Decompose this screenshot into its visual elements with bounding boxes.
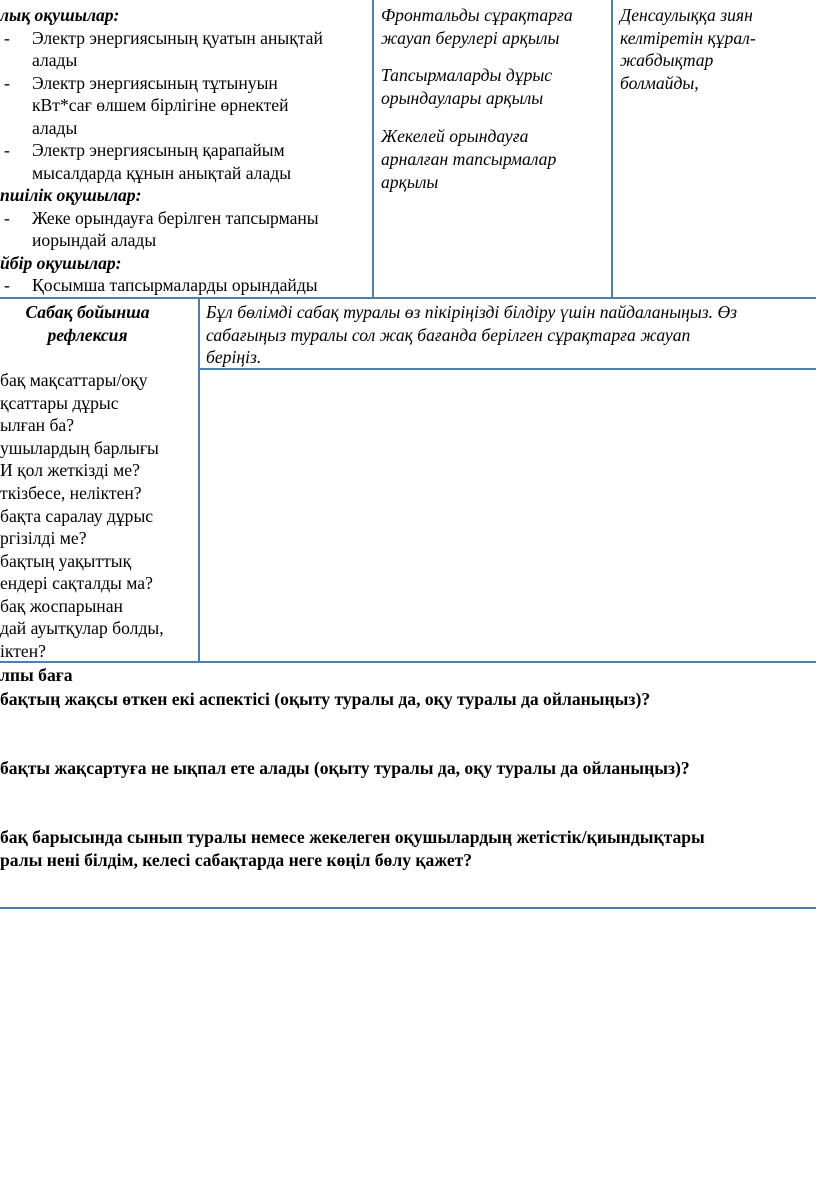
list-item-line: Электр энергиясының қарапайым <box>32 140 285 160</box>
table-line-reflection-bottom <box>0 661 816 663</box>
assessment-line: орындаулары арқылы <box>381 88 544 108</box>
reflection-instruction-line: Бұл бөлімді сабақ туралы өз пікіріңізді білдіру үшін пайдаланыңыз. Өз <box>206 302 738 322</box>
list-item-line: мысалдарда құнын анықтай алады <box>32 163 292 183</box>
list-item-line: иорындай алады <box>32 230 157 250</box>
table-line-summary-bottom <box>0 907 816 909</box>
reflection-question-line: ргізілді ме? <box>0 528 87 548</box>
table-line-col-assessment-right <box>611 0 613 297</box>
list-item-line: алады <box>32 50 78 70</box>
list-item-line: Электр энергиясының тұтынуын <box>32 73 278 93</box>
assessment-line: Тапсырмаларды дұрыс <box>381 65 553 85</box>
assessment-line: арналған тапсырмалар <box>381 149 557 169</box>
group-some-heading: йбір оқушылар: <box>0 253 122 273</box>
group-all-heading: лық оқушылар: <box>0 5 120 25</box>
list-dash: - <box>4 275 10 295</box>
list-item-line: алады <box>32 118 78 138</box>
health-line: болмайды, <box>620 73 699 93</box>
reflection-answer-area[interactable] <box>200 370 816 661</box>
table-line-top-row-bottom <box>0 297 816 299</box>
health-line: келтіретін құрал- <box>620 28 756 48</box>
assessment-line: арқылы <box>381 172 439 192</box>
reflection-question-line: дай ауытқулар болды, <box>0 618 164 638</box>
summary-question-3: бақ барысында сынып туралы немесе жекелеген оқушылардың жетістік/қиындықтары <box>0 827 705 847</box>
reflection-question-line: ылған ба? <box>0 415 75 435</box>
reflection-question-line: ушылардың барлығы <box>0 438 159 458</box>
reflection-question-line: бақта саралау дұрыс <box>0 506 154 526</box>
assessment-line: жауап берулері арқылы <box>381 28 560 48</box>
health-line: жабдықтар <box>620 50 714 70</box>
reflection-question-line: қсаттары дұрыс <box>0 393 119 413</box>
summary-question-1: бақтың жақсы өткен екі аспектісі (оқыту туралы да, оқу туралы да ойланыңыз)? <box>0 689 651 709</box>
summary-question-2: бақты жақсартуға не ықпал ете алады (оқыту туралы да, оқу туралы да ойланыңыз)? <box>0 758 690 778</box>
assessment-line: Жекелей орындауға <box>381 126 529 146</box>
group-most-heading: пшілік оқушылар: <box>0 185 142 205</box>
summary-title: лпы баға <box>0 665 73 685</box>
reflection-question-line: ендері сақталды ма? <box>0 573 153 593</box>
health-line: Денсаулыққа зиян <box>620 5 753 25</box>
reflection-title-line: рефлексия <box>47 325 128 345</box>
reflection-question-line: бақ жоспарынан <box>0 596 123 616</box>
table-line-col-objectives-right <box>372 0 374 297</box>
list-item-line: Жеке орындауға берілген тапсырманы <box>32 208 319 228</box>
reflection-instruction-line: беріңіз. <box>206 347 262 367</box>
reflection-question-line: бақ мақсаттары/оқу <box>0 370 148 390</box>
list-dash: - <box>4 208 10 228</box>
reflection-question-line: бақтың уақыттық <box>0 551 132 571</box>
reflection-question-line: И қол жеткізді ме? <box>0 460 140 480</box>
summary-question-3-cont: ралы нені білдім, келесі сабақтарда неге көңіл бөлу қажет? <box>0 850 473 870</box>
assessment-line: Фронтальды сұрақтарға <box>381 5 573 25</box>
list-item-line: кВт*сағ өлшем бірлігіне өрнектей <box>32 95 289 115</box>
reflection-title-line: Сабақ бойынша <box>25 302 150 322</box>
reflection-question-line: ткізбесе, неліктен? <box>0 483 142 503</box>
reflection-instruction-line: сабағыңыз туралы сол жақ бағанда берілген сұрақтарға жауап <box>206 325 691 345</box>
reflection-question-line: іктен? <box>0 641 46 661</box>
list-dash: - <box>4 73 10 93</box>
list-dash: - <box>4 28 10 48</box>
list-item-line: Электр энергиясының қуатын анықтай <box>32 28 323 48</box>
list-dash: - <box>4 140 10 160</box>
list-item-line: Қосымша тапсырмаларды орындайды <box>32 275 318 295</box>
